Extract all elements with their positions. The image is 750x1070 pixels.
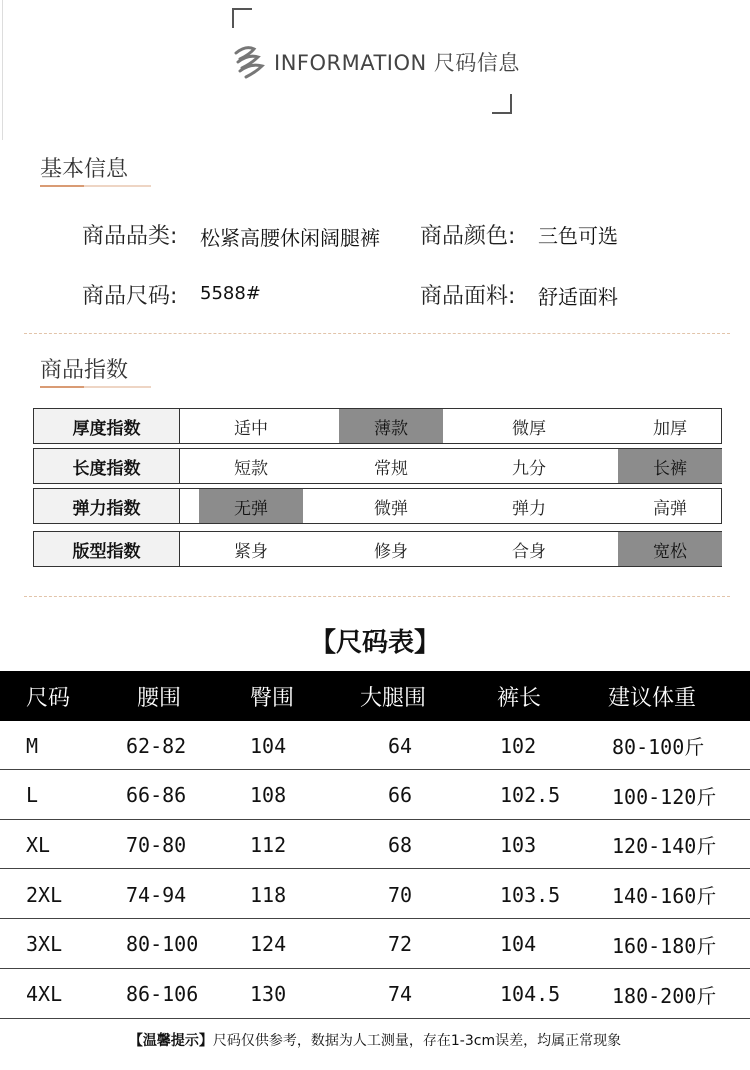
cell-weight: 160-180斤 bbox=[612, 933, 717, 958]
cell-waist: 70-80 bbox=[126, 832, 187, 857]
cell-length: 104 bbox=[500, 932, 537, 957]
size-label: 商品尺码: bbox=[82, 284, 178, 309]
index-option-selected: 长裤 bbox=[618, 449, 722, 483]
tip-text: 尺码仅供参考，数据为人工测量，存在1-3cm误差，均属正常现象 bbox=[212, 1033, 622, 1049]
cell-hip: 118 bbox=[250, 882, 287, 907]
cell-hip: 104 bbox=[250, 733, 287, 758]
category-value: 松紧高腰休闲阔腿裤 bbox=[200, 226, 380, 250]
cell-weight: 100-120斤 bbox=[612, 784, 717, 809]
size-value: 5588# bbox=[200, 283, 261, 304]
header-length: 裤长 bbox=[497, 685, 542, 711]
cell-length: 102 bbox=[500, 733, 537, 758]
cell-length: 104.5 bbox=[500, 982, 561, 1006]
cell-thigh: 70 bbox=[388, 882, 413, 907]
cell-thigh: 64 bbox=[388, 733, 413, 758]
index-row-label: 厚度指数 bbox=[34, 409, 180, 443]
header-weight: 建议体重 bbox=[608, 685, 697, 711]
index-row-label: 长度指数 bbox=[34, 449, 180, 483]
fabric-label: 商品面料: bbox=[420, 284, 516, 309]
table-row bbox=[0, 970, 750, 1019]
index-option: 弹力 bbox=[512, 498, 546, 519]
heading-underline bbox=[84, 185, 151, 187]
cell-waist: 62-82 bbox=[126, 733, 187, 758]
cell-thigh: 66 bbox=[388, 783, 413, 808]
size-table-header bbox=[0, 671, 750, 721]
cell-hip: 112 bbox=[250, 832, 287, 857]
table-row bbox=[0, 870, 750, 919]
cell-size: 3XL bbox=[26, 932, 63, 957]
cell-waist: 80-100 bbox=[126, 932, 199, 957]
cell-hip: 108 bbox=[250, 783, 287, 808]
index-option-selected: 宽松 bbox=[618, 532, 722, 566]
cell-weight: 140-160斤 bbox=[612, 884, 717, 909]
cell-hip: 124 bbox=[250, 932, 287, 957]
cell-waist: 86-106 bbox=[126, 982, 199, 1006]
index-row bbox=[33, 408, 722, 444]
cell-length: 103.5 bbox=[500, 882, 561, 907]
cell-thigh: 68 bbox=[388, 832, 413, 857]
cell-thigh: 72 bbox=[388, 932, 413, 957]
section-divider bbox=[24, 333, 730, 334]
table-row bbox=[0, 920, 750, 969]
index-option-selected: 无弹 bbox=[199, 489, 303, 523]
cell-length: 103 bbox=[500, 832, 537, 857]
header-thigh: 大腿围 bbox=[360, 685, 427, 711]
cell-size: M bbox=[26, 733, 39, 758]
size-table-title: 【尺码表】 bbox=[309, 628, 440, 658]
index-option: 短款 bbox=[234, 458, 268, 479]
index-heading: 商品指数 bbox=[40, 358, 129, 383]
section-divider bbox=[24, 596, 730, 597]
header-waist: 腰围 bbox=[137, 685, 182, 711]
tip-note bbox=[0, 1030, 750, 1050]
cell-weight: 120-140斤 bbox=[612, 834, 717, 859]
edge-divider bbox=[2, 0, 3, 140]
table-row bbox=[0, 721, 750, 770]
heading-accent bbox=[40, 386, 84, 388]
heading-underline bbox=[84, 386, 151, 388]
corner-bracket-top-left bbox=[232, 8, 252, 28]
cell-size: XL bbox=[26, 832, 51, 857]
cell-size: 2XL bbox=[26, 882, 63, 907]
index-option: 修身 bbox=[374, 541, 408, 562]
cell-size: 4XL bbox=[26, 982, 63, 1006]
index-option-selected: 薄款 bbox=[339, 409, 443, 443]
index-option: 适中 bbox=[234, 418, 268, 439]
fabric-value: 舒适面料 bbox=[538, 285, 618, 309]
index-option: 常规 bbox=[374, 458, 408, 479]
heading-accent bbox=[40, 185, 84, 187]
stripes-icon bbox=[232, 43, 266, 79]
index-option: 高弹 bbox=[653, 498, 687, 519]
header-hip: 臀围 bbox=[250, 685, 295, 711]
index-option: 九分 bbox=[512, 458, 546, 479]
tip-prefix: 【温馨提示】 bbox=[128, 1033, 213, 1049]
table-row bbox=[0, 771, 750, 820]
index-option: 加厚 bbox=[653, 418, 687, 439]
index-row bbox=[33, 531, 722, 567]
cell-weight: 180-200斤 bbox=[612, 983, 717, 1008]
index-option: 微弹 bbox=[374, 498, 408, 519]
cell-length: 102.5 bbox=[500, 783, 561, 808]
index-row bbox=[33, 448, 722, 484]
color-value: 三色可选 bbox=[538, 224, 618, 248]
index-option: 微厚 bbox=[512, 418, 546, 439]
index-row-label: 弹力指数 bbox=[34, 489, 180, 523]
basic-info-heading: 基本信息 bbox=[40, 157, 129, 182]
index-row-label: 版型指数 bbox=[34, 532, 180, 566]
cell-size: L bbox=[26, 783, 39, 808]
index-option: 紧身 bbox=[234, 541, 268, 562]
category-label: 商品品类: bbox=[82, 224, 178, 249]
header-title: INFORMATION 尺码信息 bbox=[274, 51, 520, 75]
header-size: 尺码 bbox=[26, 685, 71, 711]
table-row bbox=[0, 820, 750, 869]
index-row bbox=[33, 488, 722, 524]
color-label: 商品颜色: bbox=[420, 224, 516, 249]
index-option: 合身 bbox=[512, 541, 546, 562]
cell-thigh: 74 bbox=[388, 982, 413, 1006]
cell-hip: 130 bbox=[250, 982, 287, 1006]
corner-bracket-bottom-right bbox=[492, 94, 512, 114]
cell-weight: 80-100斤 bbox=[612, 735, 705, 759]
cell-waist: 66-86 bbox=[126, 783, 187, 808]
cell-waist: 74-94 bbox=[126, 882, 187, 907]
